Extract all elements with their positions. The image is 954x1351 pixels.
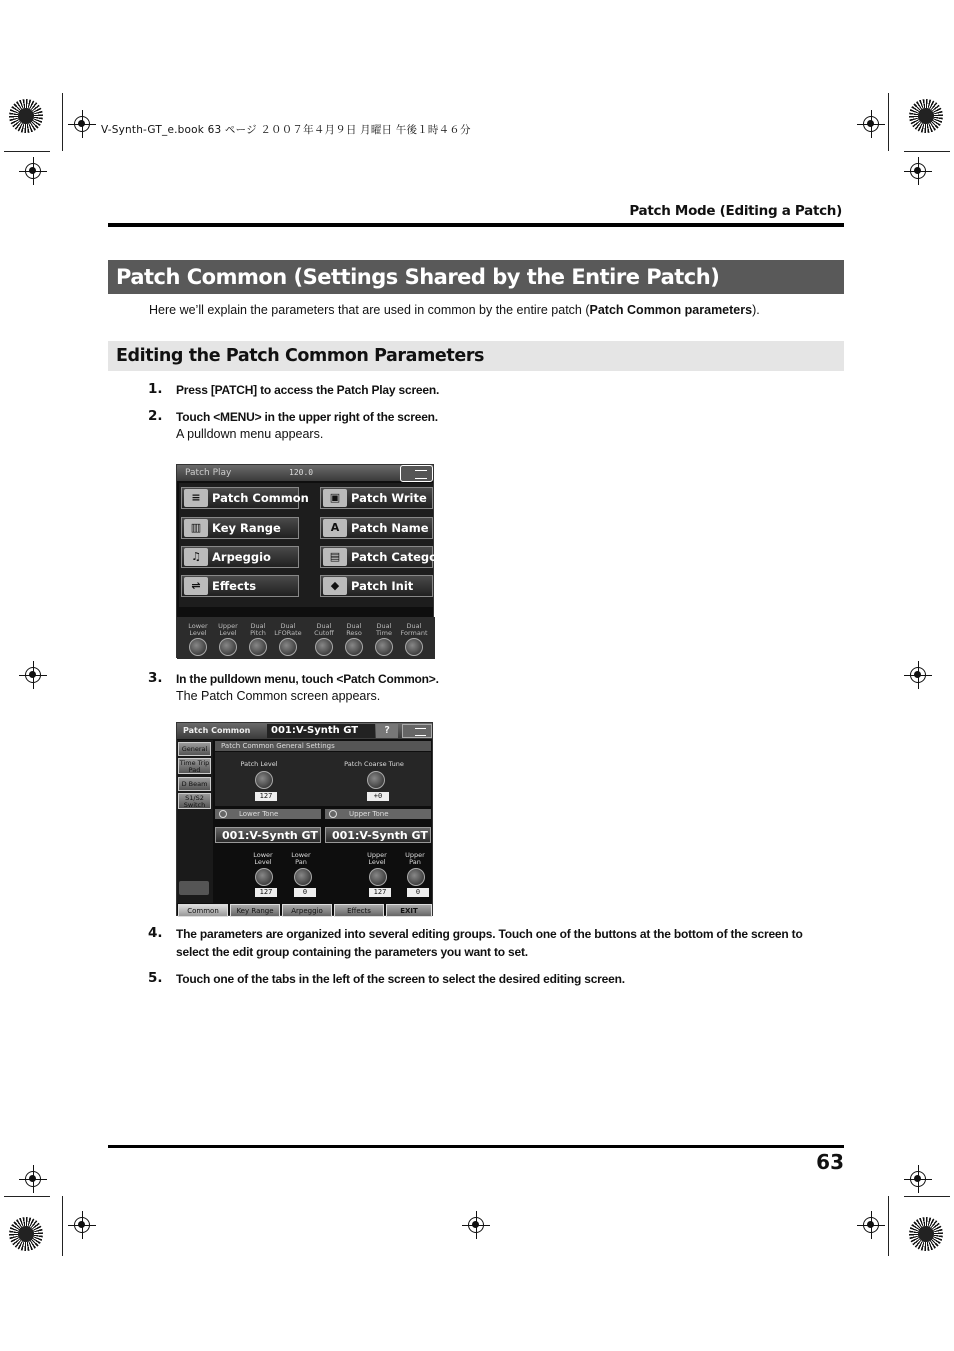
lower-pan-label: Lower Pan [291, 851, 311, 866]
registration-mark [863, 116, 879, 132]
tab-d-beam[interactable]: D Beam [178, 777, 211, 791]
crop-line [4, 151, 50, 152]
upper-tone-header[interactable]: Upper Tone [325, 809, 431, 819]
knob-label: Dual Cutoff [314, 622, 334, 637]
patch-play-screenshot [176, 464, 451, 658]
knob-dual-formant[interactable] [405, 638, 423, 656]
menu-item-label: Arpeggio [212, 550, 271, 564]
tab-s1-s2-switch[interactable]: S1/S2 Switch [178, 793, 211, 809]
menu-item-patch-category[interactable] [320, 546, 451, 568]
menu-item-patch-name[interactable] [320, 517, 433, 539]
registration-mark [863, 1217, 879, 1233]
knob-label: Dual Reso [346, 622, 362, 637]
crop-line [62, 93, 63, 151]
coarse-tune-knob[interactable] [367, 771, 385, 789]
section-title: Patch Common (Settings Shared by the Entire Patch) [108, 260, 844, 294]
menu-item-patch-common[interactable] [181, 487, 309, 509]
bottom-tab-key-range[interactable]: Key Range [230, 904, 280, 917]
crop-line [888, 1196, 889, 1256]
knob-dual-cutoff[interactable] [315, 638, 333, 656]
menu-item-arpeggio[interactable] [181, 546, 299, 568]
upper-pan-knob[interactable] [407, 868, 425, 886]
step-text: Touch one of the tabs in the left of the screen to select the desired editing screen. [176, 972, 625, 986]
step-text: The parameters are organized into several editing groups. Touch one of the buttons at the bottom of the screen to select the edit group containing the parameters you want to set. [176, 927, 803, 959]
menu-item-label: Patch Name [351, 521, 429, 535]
menu-item-key-range[interactable] [181, 517, 299, 539]
menu-item-label: Patch Init [351, 579, 414, 593]
page-number: 63 [816, 1150, 844, 1174]
menu-item-patch-write[interactable] [320, 487, 433, 509]
knob-dual-lforate[interactable] [279, 638, 297, 656]
patch-name-display: 001:V-Synth GT [267, 724, 375, 738]
patch-level-value: 127 [255, 792, 277, 801]
coarse-tune-value: +0 [367, 792, 389, 801]
keyboard-icon: ▥ [184, 519, 208, 537]
step-text: Touch <MENU> in the upper right of the screen. [176, 410, 438, 424]
step-number: 1. [148, 381, 163, 397]
effects-icon: ⇌ [184, 577, 208, 595]
menu-button[interactable] [400, 465, 433, 482]
knob-label: Dual Pitch [250, 622, 266, 637]
menu-item-label: Patch Common [212, 491, 309, 505]
step-number: 4. [148, 925, 163, 941]
menu-icon [415, 728, 426, 736]
knob-label: Dual LFORate [274, 622, 302, 637]
upper-level-knob[interactable] [369, 868, 387, 886]
exit-button[interactable]: EXIT [386, 904, 432, 917]
lower-level-label: Lower Level [253, 851, 273, 866]
globe-icon [179, 881, 209, 895]
step-note: The Patch Common screen appears. [176, 689, 381, 703]
registration-star-top-right [909, 99, 943, 133]
knob-dual-reso[interactable] [345, 638, 363, 656]
registration-mark [468, 1217, 484, 1233]
menu-item-label: Patch Category [351, 550, 451, 564]
init-icon: ◆ [323, 577, 347, 595]
lower-level-knob[interactable] [255, 868, 273, 886]
bottom-tab-effects[interactable]: Effects [334, 904, 384, 917]
crop-line [904, 151, 950, 152]
crop-line [888, 93, 889, 151]
menu-item-effects[interactable] [181, 575, 299, 597]
upper-pan-label: Upper Pan [405, 851, 425, 866]
knob-lower-level[interactable] [189, 638, 207, 656]
bottom-tab-arpeggio[interactable]: Arpeggio [282, 904, 332, 917]
tempo-display: 120.0 [289, 468, 314, 477]
screen-title: Patch Play [185, 468, 232, 478]
step-number: 3. [148, 670, 163, 686]
footer-rule [108, 1145, 844, 1148]
registration-star-bottom-left [9, 1217, 43, 1251]
arpeggio-icon: ♫ [184, 548, 208, 566]
upper-tone-name[interactable]: 001:V-Synth GT [325, 827, 431, 843]
patch-level-knob[interactable] [255, 771, 273, 789]
patch-common-screenshot [176, 722, 433, 916]
lower-pan-knob[interactable] [294, 868, 312, 886]
step-text: In the pulldown menu, touch <Patch Common>. [176, 672, 439, 686]
registration-mark [910, 667, 926, 683]
registration-mark [910, 163, 926, 179]
lower-level-value: 127 [255, 888, 277, 897]
registration-mark [74, 1217, 90, 1233]
power-icon [329, 810, 337, 818]
tab-time-trip-pad[interactable]: Time Trip Pad [179, 759, 210, 774]
lower-pan-value: 0 [294, 888, 316, 897]
menu-item-label: Effects [212, 579, 257, 593]
bottom-tab-common[interactable]: Common [178, 904, 228, 917]
crop-line [904, 1196, 950, 1197]
intro-text-end: ). [752, 303, 760, 317]
knob-dual-time[interactable] [375, 638, 393, 656]
knob-label: Dual Formant [400, 622, 428, 637]
coarse-tune-label: Patch Coarse Tune [344, 760, 404, 768]
running-head: Patch Mode (Editing a Patch) [629, 203, 842, 219]
sliders-icon: ≡ [184, 489, 208, 507]
patch-level-label: Patch Level [240, 760, 278, 768]
registration-mark [25, 163, 41, 179]
menu-item-label: Key Range [212, 521, 281, 535]
intro-text: Here we’ll explain the parameters that are used in common by the entire patch ( [149, 303, 590, 317]
panel-title: Patch Common General Settings [215, 741, 431, 751]
file-header: V-Synth-GT_e.book 63 ページ ２００７年４月９日 月曜日 午後１時４６分 [101, 124, 471, 136]
screen-title: Patch Common [183, 726, 251, 735]
registration-star-bottom-right [909, 1217, 943, 1251]
subsection-title: Editing the Patch Common Parameters [108, 341, 844, 371]
registration-star-top-left [9, 99, 43, 133]
menu-item-label: Patch Write [351, 491, 427, 505]
floppy-icon: ▣ [323, 489, 347, 507]
help-button[interactable]: ? [376, 724, 398, 738]
knob-dual-pitch[interactable] [249, 638, 267, 656]
letter-a-icon: A [323, 519, 347, 537]
step-note: A pulldown menu appears. [176, 427, 324, 441]
step-number: 5. [148, 970, 163, 986]
menu-button[interactable] [402, 724, 432, 738]
registration-mark [25, 667, 41, 683]
category-icon: ▤ [323, 548, 347, 566]
step-text: Press [PATCH] to access the Patch Play screen. [176, 383, 440, 397]
registration-mark [910, 1171, 926, 1187]
registration-mark [25, 1171, 41, 1187]
upper-pan-value: 0 [407, 888, 429, 897]
upper-level-label: Upper Level [367, 851, 387, 866]
registration-mark [74, 116, 90, 132]
lower-tone-header[interactable]: Lower Tone [215, 809, 321, 819]
crop-line [62, 1196, 63, 1256]
knob-label: Upper Level [218, 622, 238, 637]
lower-tone-name[interactable]: 001:V-Synth GT [215, 827, 321, 843]
knob-label: Dual Time [376, 622, 392, 637]
menu-item-patch-init[interactable] [320, 575, 433, 597]
knob-upper-level[interactable] [219, 638, 237, 656]
step-number: 2. [148, 408, 163, 424]
upper-level-value: 127 [369, 888, 391, 897]
tab-general[interactable]: General [178, 742, 211, 756]
header-rule [108, 223, 844, 227]
intro-bold: Patch Common parameters [589, 303, 753, 317]
menu-icon [415, 470, 427, 479]
crop-line [4, 1196, 50, 1197]
knob-label: Lower Level [188, 622, 208, 637]
power-icon [219, 810, 227, 818]
intro-paragraph [149, 303, 760, 317]
